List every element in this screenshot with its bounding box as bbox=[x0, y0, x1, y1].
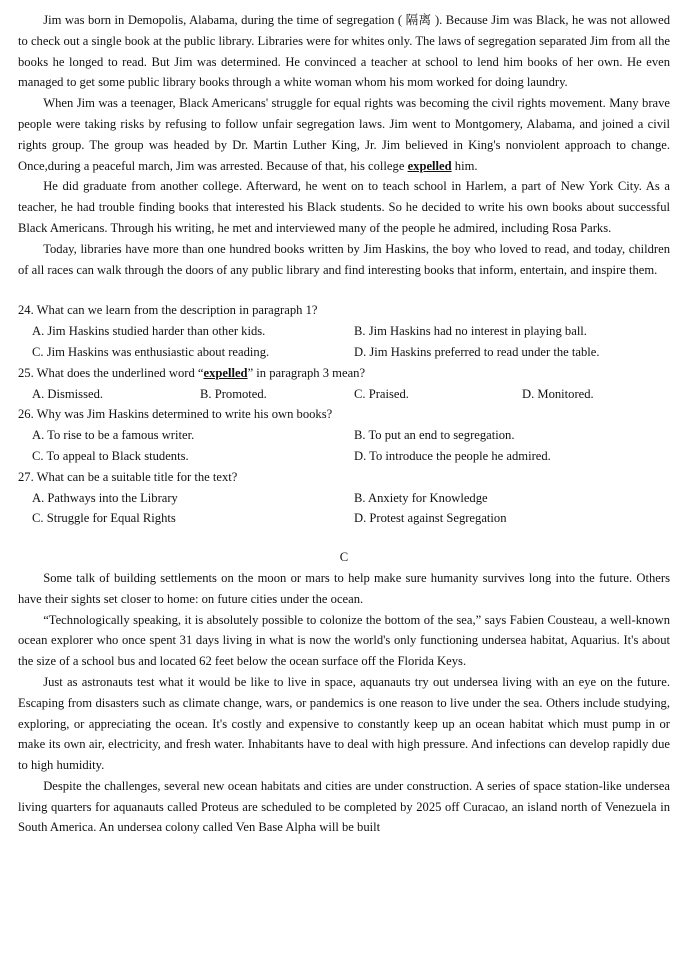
option-row bbox=[18, 321, 670, 342]
option-a: A. Dismissed. bbox=[32, 386, 104, 401]
option-b: B. Anxiety for Knowledge bbox=[354, 490, 488, 505]
passage-paragraph: He did graduate from another college. Afterward, he went on to teach school in Harlem, a part of New York City. As a teacher, he had trouble finding books that interested his Black students. So he decided to write his own books about successful Black Americans. Through his writing, he met and interviewed many of the people he admired, including Rosa Parks. bbox=[18, 179, 670, 235]
passage-paragraph: Jim was born in Demopolis, Alabama, during the time of segregation ( 隔离 ). Because Jim was Black, he was not allowed to check out a single book at the public library. Libraries were for whites only. The laws of segregation separated Jim from all the books he longed to read. But Jim was determined. He convinced a teacher at school to lend him books of her own. He even managed to get some public library books through a white woman whom his mom worked for doing laundry. bbox=[18, 13, 670, 90]
passage-c bbox=[18, 568, 670, 838]
option-b: B. To put an end to segregation. bbox=[354, 428, 515, 443]
question-26 bbox=[18, 404, 670, 466]
option-row bbox=[18, 508, 670, 529]
passage-paragraph: Today, libraries have more than one hundred books written by Jim Haskins, the boy who loved to read, and today, children of all races can walk through the doors of any public library and find interesting books that inform, entertain, and inspire them. bbox=[18, 241, 670, 277]
option-c: C. Praised. bbox=[354, 386, 409, 401]
option-c: C. Jim Haskins was enthusiastic about reading. bbox=[32, 344, 270, 359]
option-d: D. Monitored. bbox=[522, 386, 594, 401]
section-heading: C bbox=[339, 550, 349, 565]
option-d: D. Jim Haskins preferred to read under the table. bbox=[354, 344, 600, 359]
option-d: D. Protest against Segregation bbox=[354, 511, 507, 526]
option-row bbox=[18, 425, 670, 446]
question-25 bbox=[18, 363, 670, 405]
passage-paragraph: Despite the challenges, several new ocean habitats and cities are under construction. A series of space station-like undersea living quarters for aquanauts called Proteus are scheduled to be completed by 2025 off Curacao, an island north of Venezuela in South America. An undersea colony called Ven Base Alpha will be built bbox=[18, 778, 670, 835]
underlined-word: expelled bbox=[203, 365, 248, 380]
question-24 bbox=[18, 300, 670, 362]
option-a: A. To rise to be a famous writer. bbox=[32, 428, 195, 443]
passage-b bbox=[18, 10, 670, 280]
question-list bbox=[18, 300, 670, 529]
option-row bbox=[18, 342, 670, 363]
passage-paragraph: Just as astronauts test what it would be like to live in space, aquanauts try out undersea living with an eye on the future. Escaping from disasters such as climate change, wars, or pandemics is one reason to live under the sea. Others include studying, exploring, or appreciating the ocean. It's costly and expensive to constantly keep up an ocean habitat which must pump in or make its own air, electricity, and fresh water. Inhabitants have to deal with high pressure. And infections can develop rapidly due to high humidity. bbox=[18, 674, 670, 773]
option-c: C. Struggle for Equal Rights bbox=[32, 511, 176, 526]
option-a: A. Pathways into the Library bbox=[32, 490, 178, 505]
exam-page bbox=[18, 10, 670, 838]
option-b: B. Jim Haskins had no interest in playing ball. bbox=[354, 324, 587, 339]
option-d: D. To introduce the people he admired. bbox=[354, 448, 551, 463]
option-a: A. Jim Haskins studied harder than other kids. bbox=[32, 324, 266, 339]
question-stem: 24. What can we learn from the description in paragraph 1? bbox=[18, 303, 318, 318]
question-stem: 26. Why was Jim Haskins determined to write his own books? bbox=[18, 407, 333, 422]
passage-paragraph: “Technologically speaking, it is absolutely possible to colonize the bottom of the sea,” says Fabien Cousteau, a well-known ocean explorer who once spent 31 days living in what is now the world's only functioning undersea habitat, Aquarius. It's about the size of a school bus and located 62 feet below the ocean surface off the Florida Keys. bbox=[18, 612, 670, 669]
question-27 bbox=[18, 467, 670, 529]
underlined-word: expelled bbox=[407, 158, 452, 173]
passage-paragraph: Some talk of building settlements on the moon or mars to help make sure humanity survives long into the future. Others have their sights set closer to home: on future cities under the ocean. bbox=[18, 570, 670, 606]
passage-paragraph: When Jim was a teenager, Black Americans' struggle for equal rights was becoming the civil rights movement. Many brave people were taking risks by refusing to follow unfair segregation laws. Jim went to Montgomery, Alabama, and joined a civil rights group. The group was headed by Dr. Martin Luther King, Jr. Jim believed in King's nonviolent approach to change. Once,during a peaceful march, Jim was arrested. Because of that, his college expelled him. bbox=[18, 96, 670, 173]
option-row bbox=[18, 446, 670, 467]
option-c: C. To appeal to Black students. bbox=[32, 448, 189, 463]
question-stem: 25. What does the underlined word “expelled” in paragraph 3 mean? bbox=[18, 365, 366, 380]
question-stem: 27. What can be a suitable title for the text? bbox=[18, 469, 238, 484]
option-row bbox=[18, 488, 670, 509]
option-b: B. Promoted. bbox=[200, 386, 267, 401]
option-row bbox=[18, 384, 670, 405]
